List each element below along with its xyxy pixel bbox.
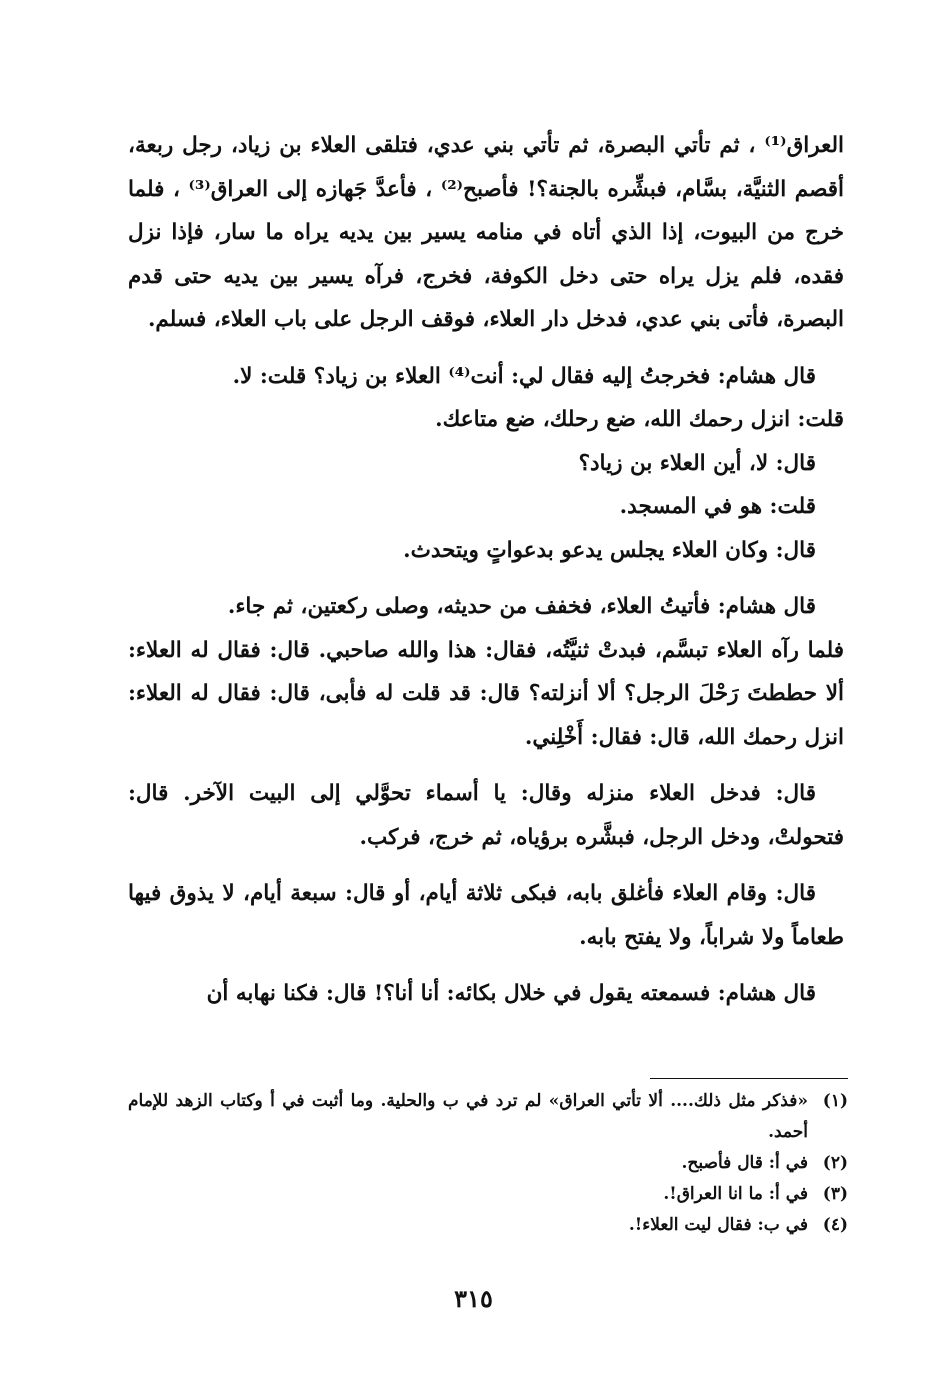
footnote-number: (٢) [822,1153,848,1173]
footnote-number: (٣) [822,1184,848,1204]
footnotes [128,1086,848,1241]
footnote [128,1210,848,1241]
paragraph: قال هشام: فخرجتُ إليه فقال لي: أنت⁽⁴⁾ العلاء بن زياد؟ قلت: لا. [232,363,816,389]
paragraph: قال: وكان العلاء يجلس يدعو بدعواتٍ ويتحدث. [403,537,816,563]
paragraph: فلما رآه العلاء تبسَّم، فبدتْ ثنيَّتُه، فقال: هذا والله صاحبي. قال: فقال له العلاء: ألا حططتَ رَحْلَ الرجل؟ ألا أنزلته؟ قال: قد قلت له فأبى، قال: فقال له العلاء: انزل رحمك الله، قال: فقال: أَخْلِني. [128,637,844,750]
main-text [128,124,844,1016]
footnote [128,1086,848,1148]
footnote-text: «فذكر مثل ذلك.... ألا تأتي العراق» لم ترد في ب والحلية. وما أثبت في أ وكتاب الزهد للإمام أحمد. [128,1091,808,1142]
footnote-number: (١) [822,1091,848,1111]
paragraph: قال: فدخل العلاء منزله وقال: يا أسماء تحوَّلي إلى البيت الآخر. قال: فتحولتْ، ودخل الرجل، فبشَّره برؤياه، ثم خرج، فركب. [128,781,844,850]
paragraph: قلت: انزل رحمك الله، ضع رحلك، ضع متاعك. [435,407,844,432]
footnote [128,1179,848,1210]
footnote [128,1148,848,1179]
footnote-number: (٤) [822,1215,848,1235]
paragraph: قال هشام: فأتيتُ العلاء، فخفف من حديثه، وصلى ركعتين، ثم جاء. [227,594,816,619]
footnote-text: في أ: ما انا العراق!. [663,1184,808,1204]
footnote-text: في ب: فقال ليت العلاء!. [628,1215,808,1235]
footnote-text: في أ: قال فأصبح. [681,1153,808,1173]
paragraph: العراق⁽¹⁾ ، ثم تأتي البصرة، ثم تأتي بني عدي، فتلقى العلاء بن زياد، رجل ربعة، أقصم الثنيَّة، بسَّام، فبشِّره بالجنة؟! فأصبح⁽²⁾ ، فأعدَّ جَهازه إلى العراق⁽³⁾ ، فلما خرج من البيوت، إذا الذي أتاه في منامه يسير بين يديه يراه ما سار، فإذا نزل فقده، فلم يزل يراه حتى دخل الكوفة، فخرج، فرآه يسير بين يديه حتى قدم البصرة، فأتى بني عدي، فدخل دار العلاء، فوقف الرجل على باب العلاء، فسلم. [128,133,844,332]
footnote-separator [650,1078,848,1079]
paragraph: قال: لا، أين العلاء بن زياد؟ [578,450,816,476]
page-number: ٣١٥ [454,1284,493,1313]
paragraph: قلت: هو في المسجد. [619,494,816,519]
paragraph: قال: وقام العلاء فأغلق بابه، فبكى ثلاثة أيام، أو قال: سبعة أيام، لا يذوق فيها طعاماً ولا شراباً، ولا يفتح بابه. [128,881,844,950]
paragraph: قال هشام: فسمعته يقول في خلال بكائه: أنا أنا؟! قال: فكنا نهابه أن [206,981,816,1006]
